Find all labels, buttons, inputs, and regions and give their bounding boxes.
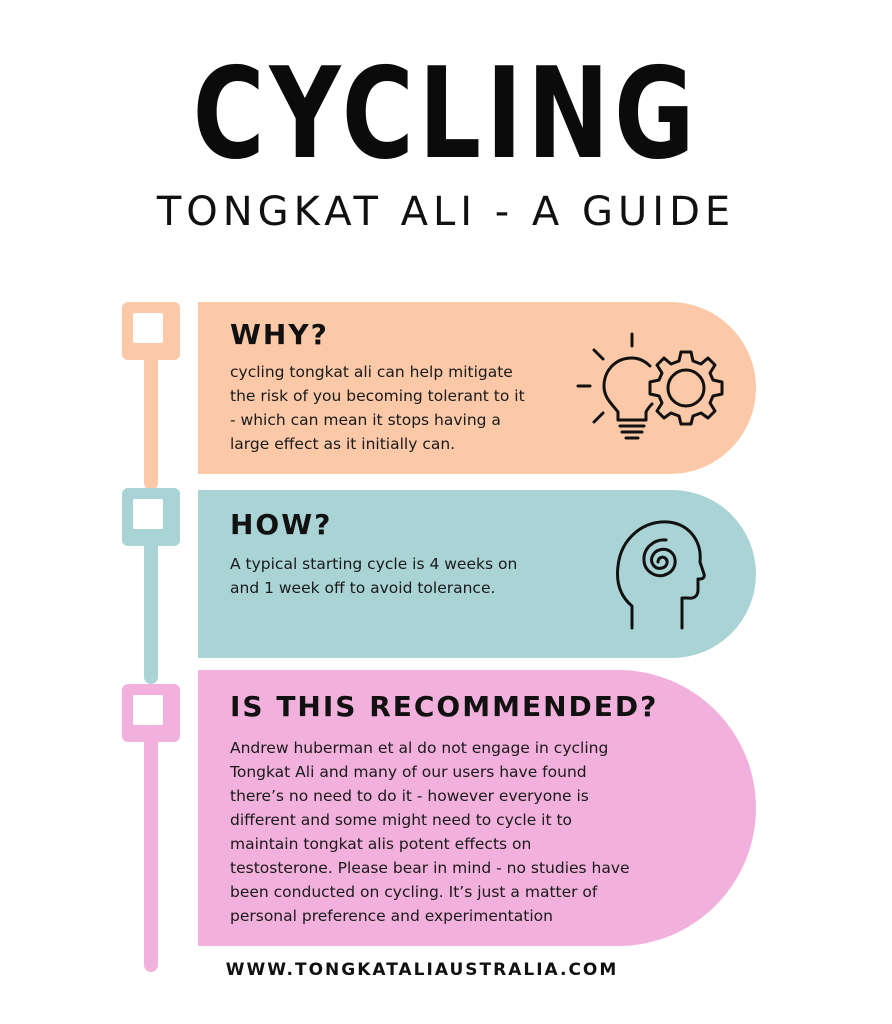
timeline-segment-why [144,340,158,490]
section-heading-recommended: IS THIS RECOMMENDED? [230,690,659,723]
timeline-segment-how [144,530,158,684]
timeline-marker-why [122,302,180,360]
section-body-recommended: Andrew huberman et al do not engage in cycling Tongkat Ali and many of our users have found there’s no need to do it - however everyone is different and some might need to cycle it to maintain tongkat alis potent effects on testosterone. Please bear in mind - no studies have been conducted on cycling. It’s just a matter of personal preference and experimentation [230,739,630,925]
head-spiral-icon [612,514,708,634]
lightbulb-gear-icon [574,330,734,446]
section-heading-why: WHY? [230,318,329,351]
marker-checkbox-icon [133,313,163,343]
page-subtitle: TONGKAT ALI - A GUIDE [156,189,736,235]
marker-checkbox-icon [133,499,163,529]
timeline-segment-recommended [144,720,158,972]
section-card-how [198,490,756,658]
timeline-marker-recommended [122,684,180,742]
footer-website-url: WWW.TONGKATALIAUSTRALIA.COM [225,960,619,980]
section-body-how: A typical starting cycle is 4 weeks on and 1 week off to avoid tolerance. [230,555,518,597]
section-card-recommended [198,670,756,946]
section-body-why: cycling tongkat ali can help mitigate the risk of you becoming tolerant to it - which can mean it stops having a large effect as it initially can. [230,363,525,453]
timeline-marker-how [122,488,180,546]
section-heading-how: HOW? [230,508,333,541]
page-title: CYCLING [192,40,700,187]
marker-checkbox-icon [133,695,163,725]
section-card-why [198,302,756,474]
